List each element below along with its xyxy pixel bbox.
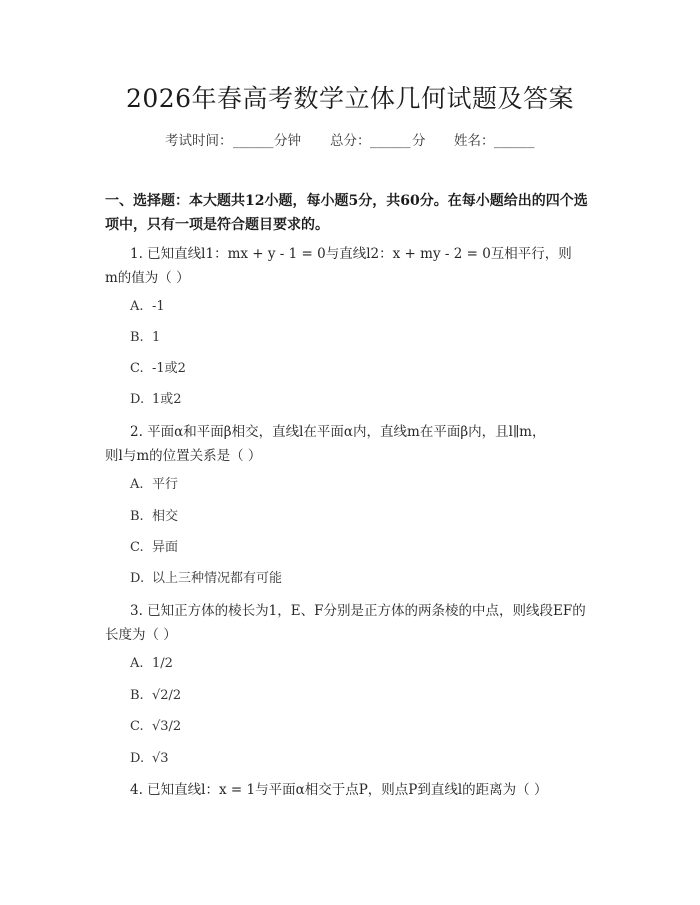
question-text: m的值为（ ） bbox=[105, 270, 190, 286]
option-label: A. bbox=[130, 477, 144, 492]
option-row bbox=[130, 717, 181, 737]
option-row bbox=[130, 654, 173, 674]
option-text: √2/2 bbox=[152, 688, 182, 703]
option-row bbox=[130, 507, 178, 527]
question-3 bbox=[105, 599, 595, 647]
option-label: A. bbox=[130, 299, 144, 314]
option-row bbox=[130, 328, 160, 348]
option-text: 以上三种情况都有可能 bbox=[152, 571, 283, 586]
name-label: 姓名： bbox=[454, 133, 495, 149]
option-text: -1或2 bbox=[152, 361, 186, 376]
option-row bbox=[130, 297, 165, 317]
option-text: 1/2 bbox=[152, 656, 173, 671]
question-text: 则l与m的位置关系是（ ） bbox=[105, 448, 262, 464]
option-label: D. bbox=[130, 751, 145, 766]
section-heading-line: 项中，只有一项是符合题目要求的。 bbox=[105, 217, 329, 233]
question-text: 4. 已知直线l：x = 1与平面α相交于点P，则点P到直线l的距离为（ ） bbox=[130, 782, 548, 798]
option-label: D. bbox=[130, 571, 145, 586]
total-score-label: 总分： bbox=[330, 133, 371, 149]
option-row bbox=[130, 538, 178, 558]
exam-time-blank: ______ bbox=[233, 133, 274, 149]
question-text: 1. 已知直线l1：mx + y - 1 = 0与直线l2：x + my - 2 = 0互相平行，则 bbox=[130, 246, 572, 262]
option-row bbox=[130, 359, 186, 379]
total-score-unit: 分 bbox=[412, 133, 426, 149]
total-score-blank: ______ bbox=[370, 133, 411, 149]
option-text: -1 bbox=[152, 299, 165, 314]
option-row bbox=[130, 749, 169, 769]
question-2 bbox=[105, 420, 595, 468]
option-label: B. bbox=[130, 330, 144, 345]
option-text: 1或2 bbox=[152, 392, 182, 407]
exam-time-label: 考试时间： bbox=[165, 133, 233, 149]
option-row bbox=[130, 390, 182, 410]
option-row bbox=[130, 686, 181, 706]
section-heading-line: 一、选择题：本大题共12小题，每小题5分，共60分。在每小题给出的四个选 bbox=[105, 193, 588, 209]
option-text: 平行 bbox=[152, 477, 179, 492]
option-text: 异面 bbox=[152, 540, 179, 555]
option-text: 1 bbox=[152, 330, 161, 345]
option-row bbox=[130, 475, 178, 495]
option-label: C. bbox=[130, 540, 144, 555]
option-label: B. bbox=[130, 688, 144, 703]
option-label: C. bbox=[130, 719, 144, 734]
option-row bbox=[130, 569, 282, 589]
option-label: B. bbox=[130, 509, 144, 524]
option-text: √3/2 bbox=[152, 719, 182, 734]
option-label: A. bbox=[130, 656, 144, 671]
question-1 bbox=[105, 242, 595, 290]
name-blank: ______ bbox=[494, 133, 535, 149]
option-label: C. bbox=[130, 361, 144, 376]
question-text: 长度为（ ） bbox=[105, 627, 177, 643]
section-heading bbox=[105, 189, 595, 237]
question-text: 2. 平面α和平面β相交，直线l在平面α内，直线m在平面β内，且l∥m， bbox=[130, 424, 546, 440]
page-title: 2026年春高考数学立体几何试题及答案 bbox=[125, 84, 575, 113]
option-text: √3 bbox=[152, 751, 169, 766]
option-label: D. bbox=[130, 392, 145, 407]
option-text: 相交 bbox=[152, 509, 179, 524]
question-4 bbox=[105, 778, 595, 802]
exam-time-unit: 分钟 bbox=[274, 133, 301, 149]
question-text: 3. 已知正方体的棱长为1，E、F分别是正方体的两条棱的中点，则线段EF的 bbox=[130, 603, 586, 619]
